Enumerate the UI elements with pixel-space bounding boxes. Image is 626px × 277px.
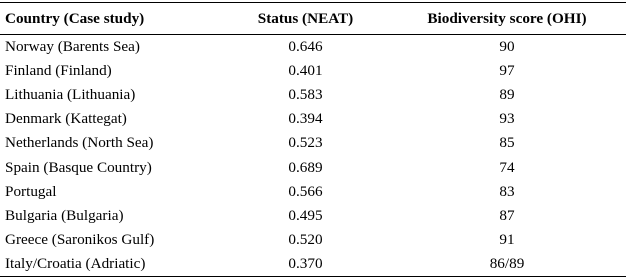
cell-status: 0.523 [288,134,323,152]
cell-country: Greece (Saronikos Gulf) [5,231,155,249]
table-row [0,155,626,179]
cell-status: 0.583 [288,85,323,103]
table-body [0,35,626,277]
table-row [0,180,626,204]
header-row [0,3,626,35]
cell-status: 0.370 [223,252,388,276]
table-row [0,228,626,252]
cell-country: Spain (Basque Country) [5,158,152,176]
cell-country: Denmark (Kattegat) [5,110,127,128]
cell-country: Bulgaria (Bulgaria) [5,206,124,224]
cell-status: 0.689 [288,158,323,176]
header-country: Country (Case study) [0,3,223,35]
cell-biodiversity: 87 [499,206,515,224]
cell-biodiversity: 83 [499,182,515,200]
cell-status: 0.520 [288,231,323,249]
table-row [0,59,626,83]
cell-country: Netherlands (North Sea) [5,134,154,152]
cell-country: Italy/Croatia (Adriatic) [0,252,223,276]
cell-status: 0.566 [288,182,323,200]
cell-biodiversity: 97 [499,61,515,79]
cell-biodiversity: 93 [499,110,515,128]
cell-biodiversity: 86/89 [388,252,626,276]
table-row [0,204,626,228]
table-header [0,3,626,35]
table-row [0,35,626,59]
cell-biodiversity: 74 [499,158,515,176]
cell-status: 0.495 [288,206,323,224]
cell-biodiversity: 89 [499,85,515,103]
header-status: Status (NEAT) [223,3,388,35]
cell-country: Norway (Barents Sea) [5,37,140,55]
cell-biodiversity: 90 [499,37,515,55]
cell-country: Portugal [5,182,57,200]
cell-country: Finland (Finland) [5,61,112,79]
header-biodiversity: Biodiversity score (OHI) [388,3,626,35]
cell-status: 0.394 [288,110,323,128]
table-row [0,107,626,131]
table-row [0,131,626,155]
table-row [0,252,626,276]
cell-biodiversity: 91 [499,231,515,249]
cell-status: 0.646 [288,37,323,55]
cell-status: 0.401 [288,61,323,79]
data-table [0,2,626,277]
cell-biodiversity: 85 [499,134,515,152]
table-row [0,83,626,107]
cell-country: Lithuania (Lithuania) [5,85,136,103]
